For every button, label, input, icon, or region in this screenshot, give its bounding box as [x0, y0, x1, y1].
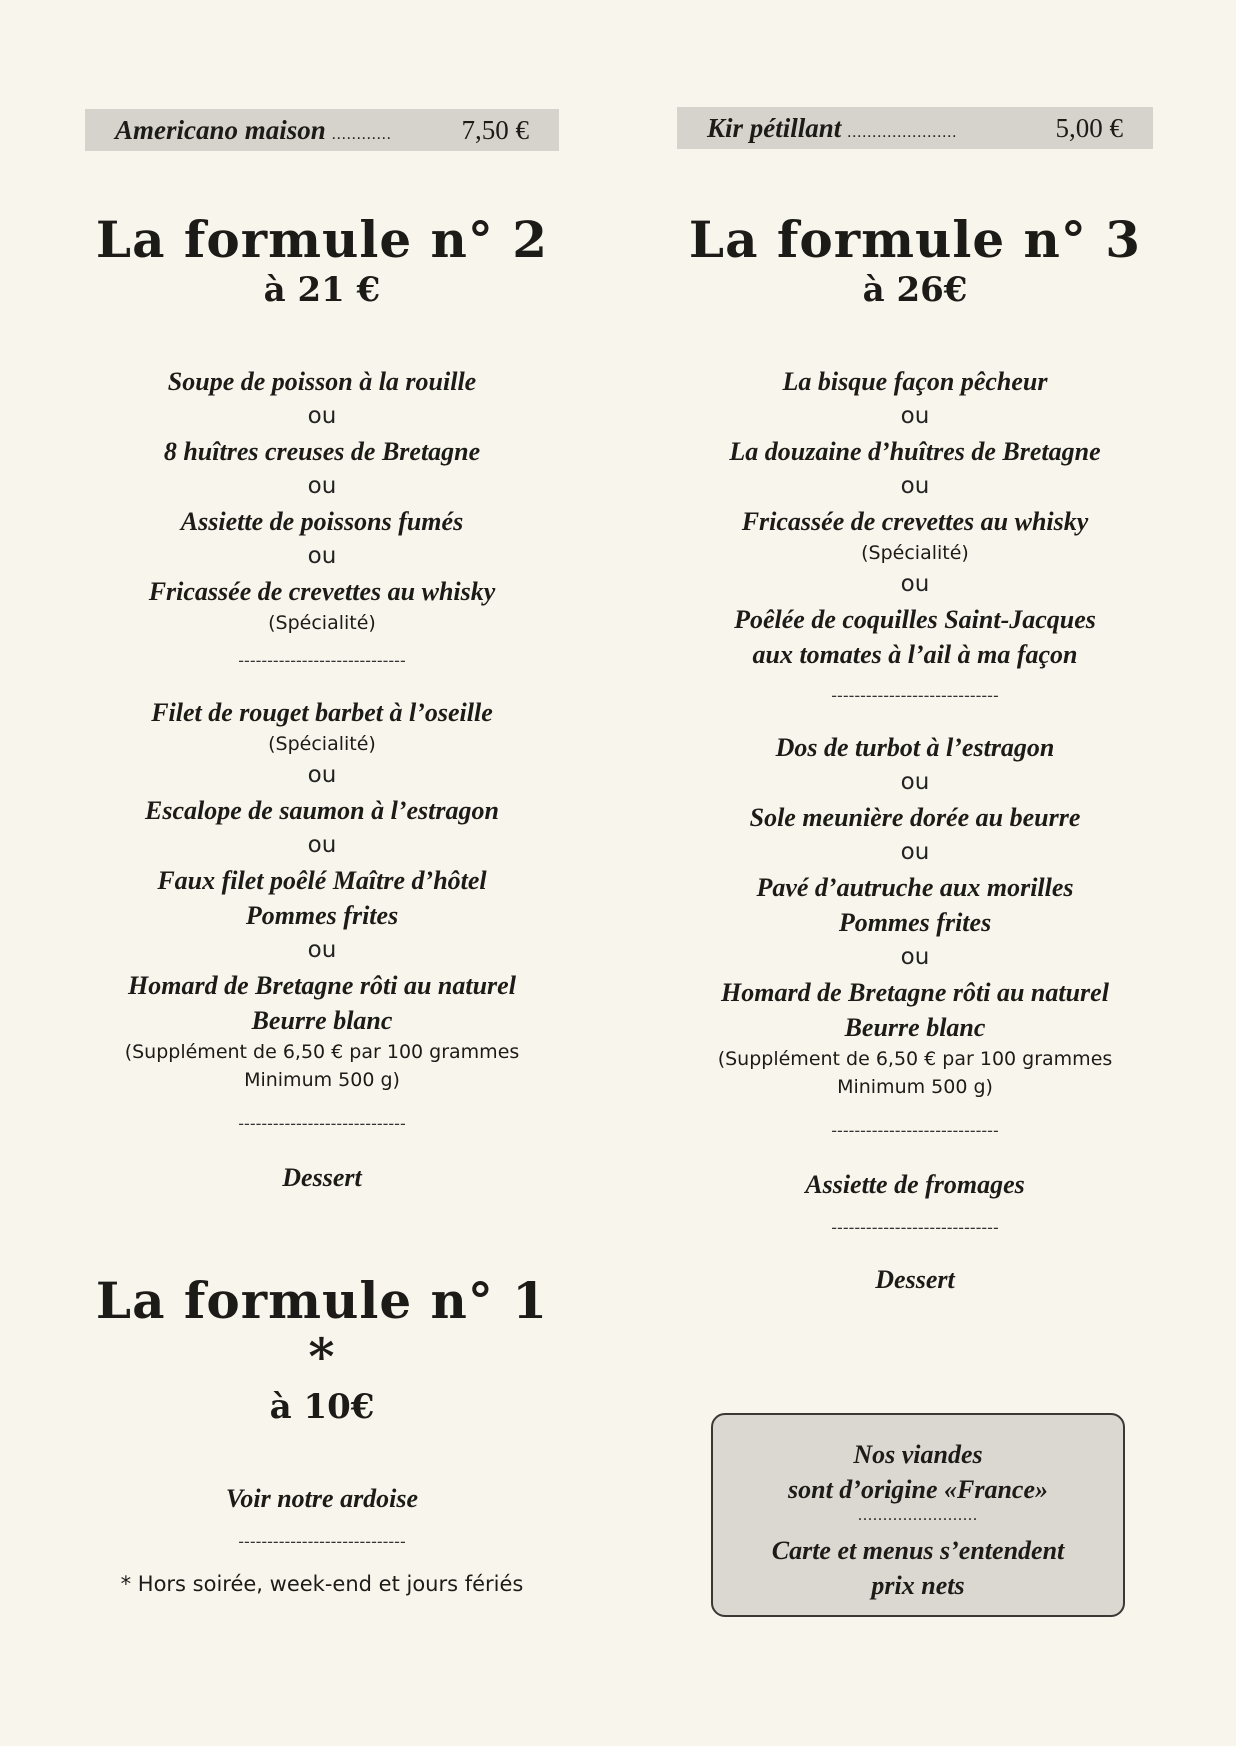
- specialty-note: (Spécialité): [268, 612, 376, 634]
- formule-1-price: à 10€: [269, 1387, 375, 1427]
- section-separator: -----------------------------: [238, 1114, 406, 1133]
- notice-line: sont d’origine «France»: [787, 1475, 1049, 1504]
- section-separator: -----------------------------: [831, 1121, 999, 1140]
- section-separator: -----------------------------: [238, 651, 406, 670]
- dish: La bisque façon pêcheur: [782, 367, 1048, 396]
- dish: Homard de Bretagne rôti au naturel: [721, 978, 1109, 1007]
- aperitif-name: Kir pétillant: [707, 112, 842, 143]
- dish: aux tomates à l’ail à ma façon: [752, 640, 1078, 669]
- ou-separator: ou: [307, 543, 337, 569]
- dish: Escalope de saumon à l’estragon: [145, 796, 499, 825]
- ou-separator: ou: [900, 769, 930, 795]
- formule-2-price: à 21 €: [263, 270, 381, 310]
- formule-3-price: à 26€: [862, 270, 968, 310]
- dish: Soupe de poisson à la rouille: [167, 367, 477, 396]
- aperitif-americano: [85, 109, 559, 151]
- supplement-note: (Supplément de 6,50 € par 100 grammes: [717, 1048, 1113, 1070]
- origin-notice-box: [711, 1413, 1125, 1617]
- supplement-note: (Supplément de 6,50 € par 100 grammes: [124, 1041, 520, 1063]
- ou-separator: ou: [307, 937, 337, 963]
- dessert: Dessert: [282, 1163, 362, 1192]
- formule-1-title: La formule n° 1 *: [95, 1271, 549, 1386]
- leader-dots: ............: [331, 125, 392, 143]
- specialty-note: (Spécialité): [268, 733, 376, 755]
- dish: Pavé d’autruche aux morilles: [756, 873, 1074, 902]
- ou-separator: ou: [900, 473, 930, 499]
- aperitif-price: 5,00 €: [1055, 112, 1123, 143]
- dish: Pommes frites: [838, 908, 992, 937]
- specialty-note: (Spécialité): [861, 542, 969, 564]
- dessert: Dessert: [875, 1265, 955, 1294]
- section-separator: -----------------------------: [831, 1218, 999, 1237]
- ou-separator: ou: [900, 944, 930, 970]
- ou-separator: ou: [307, 832, 337, 858]
- notice-line: Nos viandes: [853, 1440, 983, 1469]
- dish: Pommes frites: [245, 901, 399, 930]
- ou-separator: ou: [900, 403, 930, 429]
- aperitif-name: Americano maison: [115, 114, 326, 145]
- leader-dots: ......................: [847, 123, 958, 141]
- ou-separator: ou: [900, 571, 930, 597]
- dish: Faux filet poêlé Maître d’hôtel: [157, 866, 487, 895]
- notice-line: prix nets: [871, 1571, 965, 1600]
- notice-dots: ........................: [858, 1507, 978, 1524]
- aperitif-price: 7,50 €: [461, 114, 529, 145]
- supplement-note: Minimum 500 g): [837, 1076, 993, 1098]
- cheese-course: Assiette de fromages: [805, 1170, 1025, 1199]
- aperitif-kir: [677, 107, 1153, 149]
- dish: Sole meunière dorée au beurre: [749, 803, 1081, 832]
- ou-separator: ou: [307, 403, 337, 429]
- supplement-note: Minimum 500 g): [244, 1069, 400, 1091]
- dish: Dos de turbot à l’estragon: [775, 733, 1055, 762]
- dish: Fricassée de crevettes au whisky: [741, 507, 1089, 536]
- dish: Voir notre ardoise: [225, 1484, 419, 1513]
- dish: Homard de Bretagne rôti au naturel: [128, 971, 516, 1000]
- dish: Beurre blanc: [251, 1006, 393, 1035]
- dish: Poêlée de coquilles Saint-Jacques: [734, 605, 1096, 634]
- dish: Fricassée de crevettes au whisky: [148, 577, 496, 606]
- dish: La douzaine d’huîtres de Bretagne: [729, 437, 1101, 466]
- dish: 8 huîtres creuses de Bretagne: [163, 437, 481, 466]
- formule-3-title: La formule n° 3: [688, 210, 1142, 269]
- section-separator: -----------------------------: [238, 1532, 406, 1551]
- ou-separator: ou: [900, 839, 930, 865]
- formule-2-title: La formule n° 2: [95, 210, 549, 269]
- ou-separator: ou: [307, 762, 337, 788]
- right-column: [677, 212, 1153, 1297]
- section-separator: -----------------------------: [831, 686, 999, 705]
- ou-separator: ou: [307, 473, 337, 499]
- footnote: * Hors soirée, week-end et jours fériés: [120, 1572, 524, 1596]
- dish: Beurre blanc: [844, 1013, 986, 1042]
- dish: Filet de rouget barbet à l’oseille: [151, 698, 493, 727]
- notice-line: Carte et menus s’entendent: [771, 1536, 1065, 1565]
- dish: Assiette de poissons fumés: [180, 507, 464, 536]
- left-column: [85, 212, 559, 1598]
